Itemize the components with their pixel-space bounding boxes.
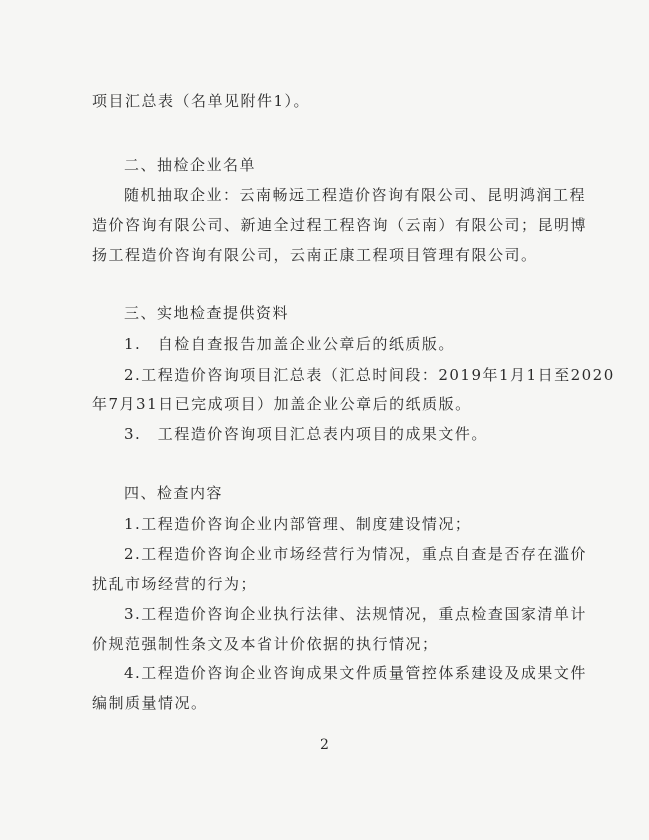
intro-line: 项目汇总表（名单见附件1）。 [92, 92, 311, 110]
section3-item-2-line-2: 年7月31日已完成项目）加盖企业公章后的纸质版。 [92, 395, 472, 413]
section4-heading: 四、检查内容 [124, 484, 224, 502]
section4-item-3-line-2: 价规范强制性条文及本省计价依据的执行情况； [92, 635, 439, 653]
section4-item-4-line-2: 编制质量情况。 [92, 694, 208, 712]
section4-item-1: 1.工程造价咨询企业内部管理、制度建设情况； [124, 515, 472, 533]
page-number: 2 [320, 737, 329, 753]
section4-item-2-line-2: 扰乱市场经营的行为； [92, 575, 258, 593]
section4-item-2-line-1: 2.工程造价咨询企业市场经营行为情况，重点自查是否存在滥价 [124, 545, 587, 563]
section2-line-2: 造价咨询有限公司、新迪全过程工程咨询（云南）有限公司；昆明博 [92, 216, 588, 234]
section3-item-2-line-1: 2.工程造价咨询项目汇总表（汇总时间段：2019年1月1日至2020 [124, 366, 615, 384]
section3-item-1: 1. 自检自查报告加盖企业公章后的纸质版。 [124, 335, 455, 353]
section2-heading: 二、抽检企业名单 [124, 156, 257, 174]
section2-line-3: 扬工程造价咨询有限公司，云南正康工程项目管理有限公司。 [92, 246, 538, 264]
section4-item-4-line-1: 4.工程造价咨询企业咨询成果文件质量管控体系建设及成果文件 [124, 664, 587, 682]
section2-line-1: 随机抽取企业：云南畅远工程造价咨询有限公司、昆明鸿润工程 [124, 186, 587, 204]
section3-heading: 三、实地检查提供资料 [124, 304, 290, 322]
section3-item-3: 3. 工程造价咨询项目汇总表内项目的成果文件。 [124, 425, 488, 443]
section4-item-3-line-1: 3.工程造价咨询企业执行法律、法规情况，重点检查国家清单计 [124, 605, 587, 623]
